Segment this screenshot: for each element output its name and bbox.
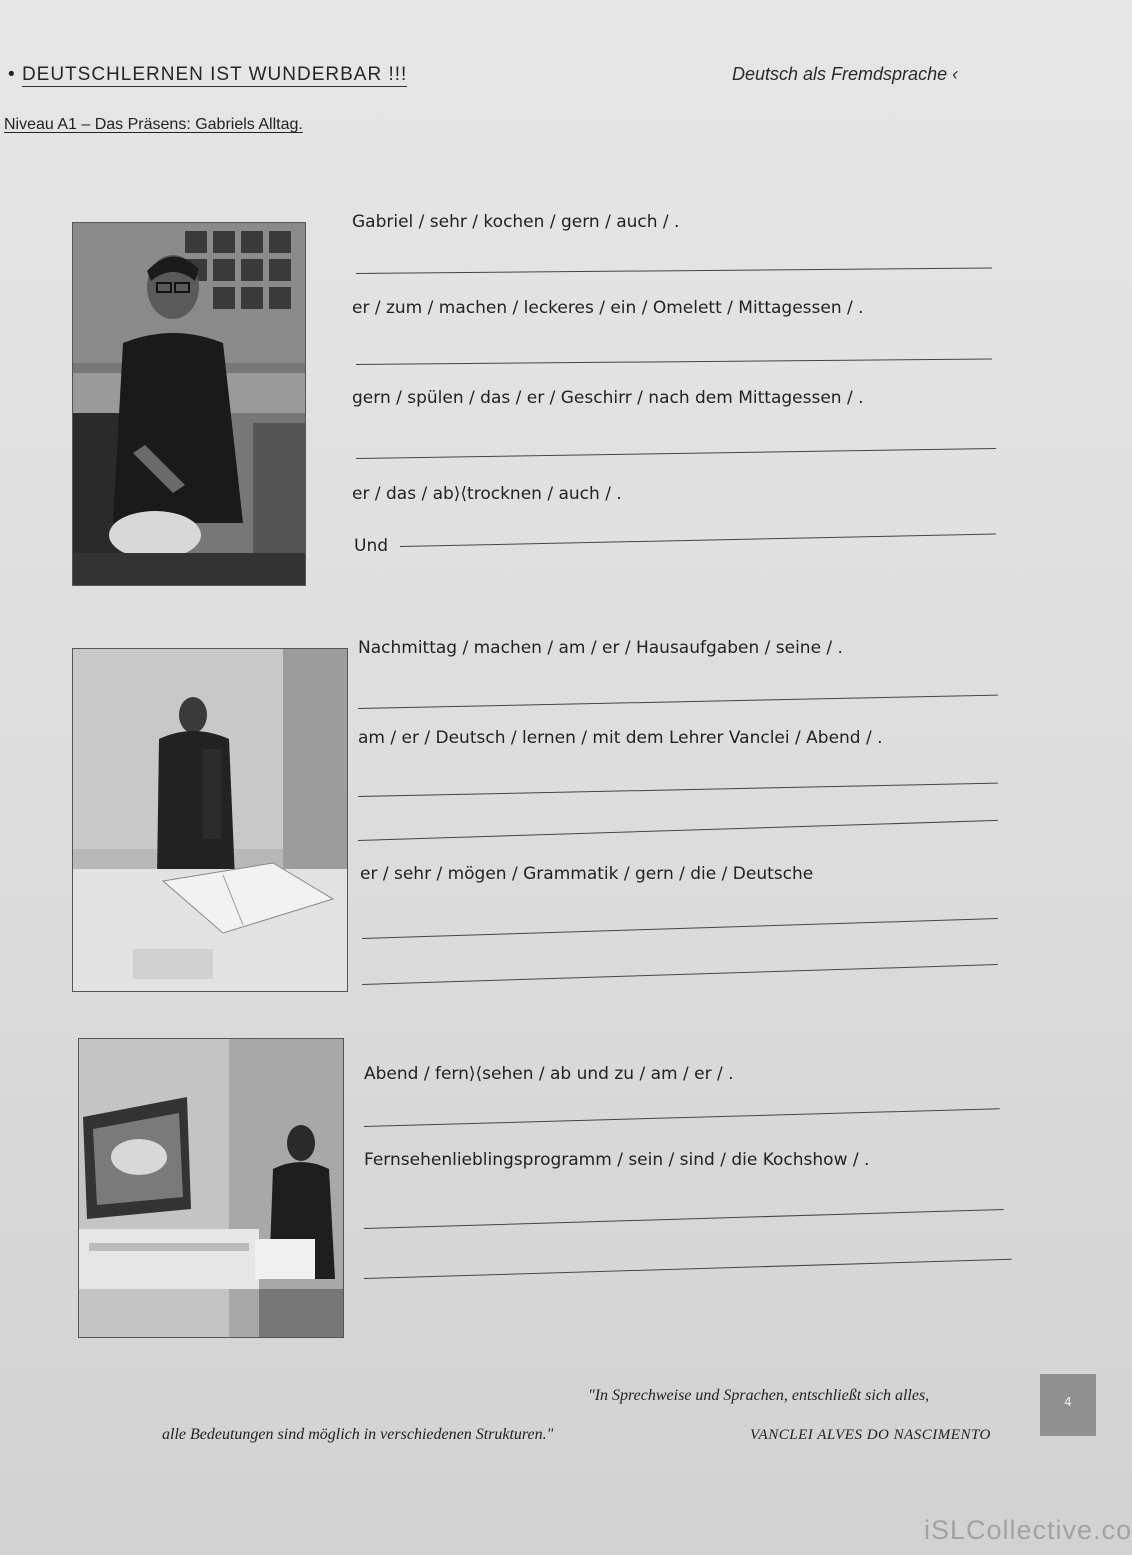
exercise-3-prompt: gern / spülen / das / er / Geschirr / nach dem Mittagessen / .	[352, 388, 864, 408]
photo-cooking-image	[73, 223, 305, 585]
exercise-5-answer-line[interactable]	[358, 695, 998, 709]
worksheet-title-text: DEUTSCHLERNEN IST WUNDERBAR !!!	[21, 64, 408, 85]
exercise-3-answer-line[interactable]	[356, 448, 996, 459]
bullet: •	[8, 64, 16, 85]
exercise-4-answer-line[interactable]	[400, 534, 996, 547]
exercise-6-answer-line-1[interactable]	[358, 783, 998, 797]
exercise-4-answer-start: Und	[354, 536, 389, 556]
exercise-6-prompt: am / er / Deutsch / lernen / mit dem Lehrer Vanclei / Abend / .	[358, 728, 883, 748]
exercise-7-prompt: er / sehr / mögen / Grammatik / gern / die / Deutsche	[360, 864, 814, 884]
quote-line-1: "In Sprechweise und Sprachen, entschließt sich alles,	[588, 1387, 930, 1404]
photo-homework-image	[73, 649, 347, 991]
page-number: 4	[1040, 1374, 1096, 1436]
exercise-8-answer-line[interactable]	[364, 1108, 1000, 1127]
exercise-4-prompt: er / das / ab⟩⟨trocknen / auch / .	[352, 484, 622, 504]
course-label	[732, 64, 958, 85]
photo-television-image	[79, 1039, 343, 1337]
exercise-2-answer-line[interactable]	[356, 358, 992, 365]
photo-homework	[72, 648, 348, 992]
quote-author: VANCLEI ALVES DO NASCIMENTO	[750, 1427, 991, 1443]
worksheet-subtitle: Niveau A1 – Das Präsens: Gabriels Alltag.	[4, 116, 303, 133]
quote-line-2: alle Bedeutungen sind möglich in verschiedenen Strukturen."	[162, 1426, 554, 1443]
worksheet-title	[8, 64, 407, 86]
exercise-7-answer-line-2[interactable]	[362, 964, 998, 985]
course-label-mark: ‹	[952, 64, 959, 84]
exercise-7-answer-line-1[interactable]	[362, 918, 998, 939]
course-label-text: Deutsch als Fremdsprache	[732, 64, 948, 84]
exercise-2-prompt: er / zum / machen / leckeres / ein / Omelett / Mittagessen / .	[352, 298, 864, 318]
photo-television	[78, 1038, 344, 1338]
exercise-6-answer-line-2[interactable]	[358, 820, 998, 841]
exercise-9-answer-line-1[interactable]	[364, 1209, 1004, 1229]
watermark: iSLCollective.co	[924, 1515, 1132, 1545]
exercise-9-prompt: Fernsehenlieblingsprogramm / sein / sind / die Kochshow / .	[364, 1150, 870, 1170]
exercise-5-prompt: Nachmittag / machen / am / er / Hausaufgaben / seine / .	[358, 638, 843, 658]
exercise-9-answer-line-2[interactable]	[364, 1259, 1012, 1279]
exercise-1-answer-line[interactable]	[356, 267, 992, 274]
exercise-1-prompt: Gabriel / sehr / kochen / gern / auch / .	[352, 212, 680, 232]
photo-cooking	[72, 222, 306, 586]
exercise-8-prompt: Abend / fern⟩⟨sehen / ab und zu / am / er / .	[364, 1064, 734, 1084]
